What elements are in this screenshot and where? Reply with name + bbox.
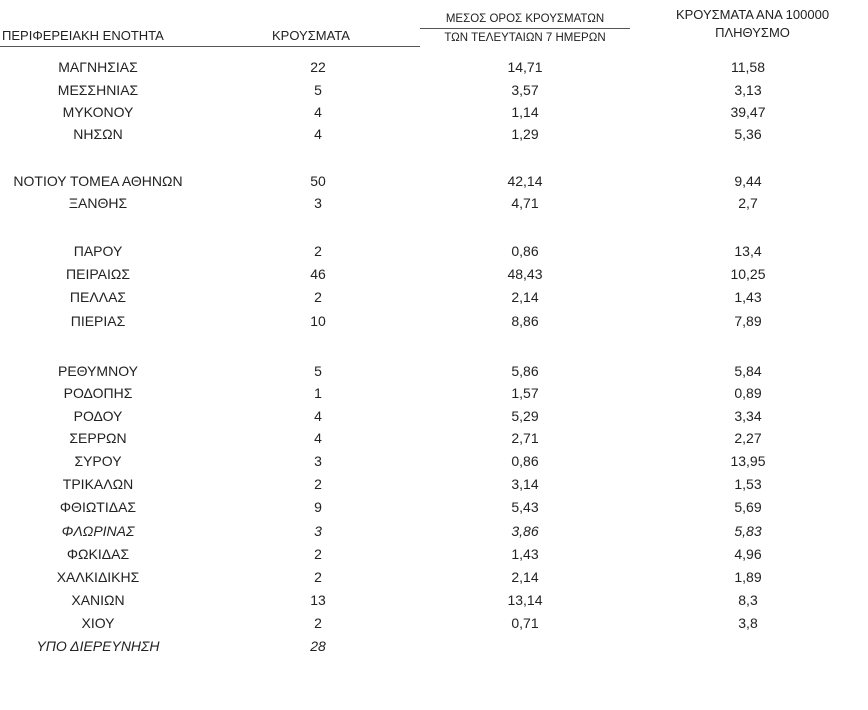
cell-per-100000: 8,3 xyxy=(738,592,758,608)
table-row xyxy=(0,521,868,541)
cell-per-100000: 11,58 xyxy=(731,59,765,75)
cell-average: 3,86 xyxy=(511,523,539,539)
cell-average: 42,14 xyxy=(507,173,543,189)
table-row xyxy=(0,383,868,403)
cell-region: ΠΑΡΟΥ xyxy=(73,243,123,259)
table-row xyxy=(0,613,868,633)
cell-per-100000: 2,7 xyxy=(738,195,758,211)
cell-region: ΧΑΝΙΩΝ xyxy=(71,592,125,608)
cell-per-100000: 7,89 xyxy=(734,313,762,329)
cell-per-100000: 13,4 xyxy=(734,243,762,259)
cell-cases: 2 xyxy=(314,615,322,631)
table-row xyxy=(0,287,868,307)
header-cases: ΚΡΟΥΣΜΑΤΑ xyxy=(272,28,350,43)
cell-per-100000: 1,43 xyxy=(734,289,762,305)
cell-per-100000: 1,89 xyxy=(734,569,762,585)
table-header xyxy=(0,0,868,48)
cell-average: 0,86 xyxy=(511,243,539,259)
cell-region: ΞΑΝΘΗΣ xyxy=(68,195,128,211)
cell-cases: 4 xyxy=(314,408,322,424)
cell-cases: 10 xyxy=(310,313,326,329)
cell-region: ΡΕΘΥΜΝΟΥ xyxy=(57,363,138,379)
cell-cases: 2 xyxy=(314,569,322,585)
cell-per-100000: 9,44 xyxy=(734,173,762,189)
cell-region: ΡΟΔΟΠΗΣ xyxy=(63,385,133,401)
cell-region: ΦΩΚΙΔΑΣ xyxy=(66,546,130,562)
table-row xyxy=(0,428,868,448)
cell-per-100000: 4,96 xyxy=(734,546,762,562)
table-row xyxy=(0,406,868,426)
cell-per-100000: 13,95 xyxy=(730,453,766,469)
cell-average: 1,29 xyxy=(511,126,539,142)
cell-average: 5,29 xyxy=(511,408,539,424)
cell-cases: 2 xyxy=(314,289,322,305)
cell-average: 14,71 xyxy=(507,59,543,75)
cell-cases: 5 xyxy=(314,82,322,98)
cell-per-100000: 0,89 xyxy=(734,385,762,401)
cell-region: ΝΗΣΩΝ xyxy=(73,126,123,142)
cell-average: 4,71 xyxy=(511,195,539,211)
cell-average: 2,14 xyxy=(511,569,539,585)
cell-region: ΜΕΣΣΗΝΙΑΣ xyxy=(57,82,139,98)
cell-cases: 2 xyxy=(314,546,322,562)
cell-cases: 28 xyxy=(310,638,326,654)
cell-region: ΡΟΔΟΥ xyxy=(73,408,123,424)
cell-per-100000: 5,36 xyxy=(734,126,762,142)
cell-average: 1,57 xyxy=(511,385,539,401)
cell-per-100000: 39,47 xyxy=(730,104,766,120)
table-row xyxy=(0,311,868,331)
table-row xyxy=(0,171,868,191)
cell-per-100000: 3,34 xyxy=(734,408,762,424)
cell-cases: 13 xyxy=(310,592,326,608)
cell-cases: 50 xyxy=(310,173,326,189)
header-average-7-days xyxy=(420,10,630,47)
cell-per-100000: 1,53 xyxy=(734,476,762,492)
table-row xyxy=(0,193,868,213)
cell-cases: 2 xyxy=(314,476,322,492)
cell-region: ΧΑΛΚΙΔΙΚΗΣ xyxy=(56,569,140,585)
table-row xyxy=(0,474,868,494)
cell-cases: 4 xyxy=(314,430,322,446)
cell-cases: 9 xyxy=(314,499,322,515)
cell-cases: 4 xyxy=(314,126,322,142)
cell-cases: 46 xyxy=(310,266,326,282)
cell-per-100000: 3,13 xyxy=(734,82,762,98)
table-row xyxy=(0,102,868,122)
cell-cases: 3 xyxy=(314,195,322,211)
cell-average: 5,43 xyxy=(511,499,539,515)
cell-region: ΜΑΓΝΗΣΙΑΣ xyxy=(58,59,138,75)
cell-average: 2,71 xyxy=(511,430,539,446)
cell-per-100000: 5,84 xyxy=(734,363,762,379)
header-per-line2: ΠΛΗΘΥΣΜΟ xyxy=(715,25,790,40)
table-row xyxy=(0,636,868,656)
cell-average: 2,14 xyxy=(511,289,539,305)
cell-average: 8,86 xyxy=(511,313,539,329)
cell-region: ΣΥΡΟΥ xyxy=(74,453,122,469)
cell-average: 3,14 xyxy=(511,476,539,492)
cell-average: 1,14 xyxy=(511,104,539,120)
cell-cases: 22 xyxy=(310,59,326,75)
cell-cases: 2 xyxy=(314,243,322,259)
cell-average: 48,43 xyxy=(507,266,543,282)
cell-per-100000: 3,8 xyxy=(738,615,758,631)
table-row xyxy=(0,57,868,77)
header-average-line2: ΤΩΝ ΤΕΛΕΥΤΑΙΩΝ 7 ΗΜΕΡΩΝ xyxy=(420,28,630,47)
cell-average: 3,57 xyxy=(511,82,539,98)
cell-cases: 5 xyxy=(314,363,322,379)
table-row xyxy=(0,241,868,261)
cell-region: ΦΘΙΩΤΙΔΑΣ xyxy=(59,499,137,515)
cell-per-100000: 5,83 xyxy=(734,523,762,539)
cell-average: 1,43 xyxy=(511,546,539,562)
header-per-line1: ΚΡΟΥΣΜΑΤΑ ΑΝΑ 100000 xyxy=(675,7,830,22)
table-row xyxy=(0,590,868,610)
cell-region: ΧΙΟΥ xyxy=(81,615,115,631)
cell-cases: 3 xyxy=(314,523,322,539)
cell-region: ΠΙΕΡΙΑΣ xyxy=(70,313,126,329)
table-row xyxy=(0,497,868,517)
table-row xyxy=(0,451,868,471)
table-row xyxy=(0,567,868,587)
header-underline xyxy=(0,46,420,47)
cell-per-100000: 2,27 xyxy=(734,430,762,446)
header-region: ΠΕΡΙΦΕΡΕΙΑΚΗ ΕΝΟΤΗΤΑ xyxy=(2,28,164,43)
table-row xyxy=(0,80,868,100)
table-row xyxy=(0,544,868,564)
table-row xyxy=(0,124,868,144)
cell-region: ΦΛΩΡΙΝΑΣ xyxy=(61,523,135,539)
cell-per-100000: 10,25 xyxy=(730,266,766,282)
cell-region: ΤΡΙΚΑΛΩΝ xyxy=(62,476,134,492)
cell-region: ΠΕΙΡΑΙΩΣ xyxy=(66,266,130,282)
header-per-100000 xyxy=(640,6,865,42)
cell-region: ΠΕΛΛΑΣ xyxy=(69,289,127,305)
cell-per-100000: 5,69 xyxy=(734,499,762,515)
cell-cases: 1 xyxy=(314,385,322,401)
cell-region: ΣΕΡΡΩΝ xyxy=(69,430,127,446)
cell-cases: 3 xyxy=(314,453,322,469)
table-row xyxy=(0,361,868,381)
cell-average: 0,86 xyxy=(511,453,539,469)
cell-region: ΝΟΤΙΟΥ ΤΟΜΕΑ ΑΘΗΝΩΝ xyxy=(13,173,183,189)
cell-average: 13,14 xyxy=(507,592,543,608)
cell-region: ΥΠΟ ΔΙΕΡΕΥΝΗΣΗ xyxy=(36,638,160,654)
cell-region: ΜΥΚΟΝΟΥ xyxy=(62,104,134,120)
cell-average: 0,71 xyxy=(511,615,539,631)
header-average-line1: ΜΕΣΟΣ ΟΡΟΣ ΚΡΟΥΣΜΑΤΩΝ xyxy=(445,13,605,25)
table-row xyxy=(0,264,868,284)
cell-cases: 4 xyxy=(314,104,322,120)
cell-average: 5,86 xyxy=(511,363,539,379)
